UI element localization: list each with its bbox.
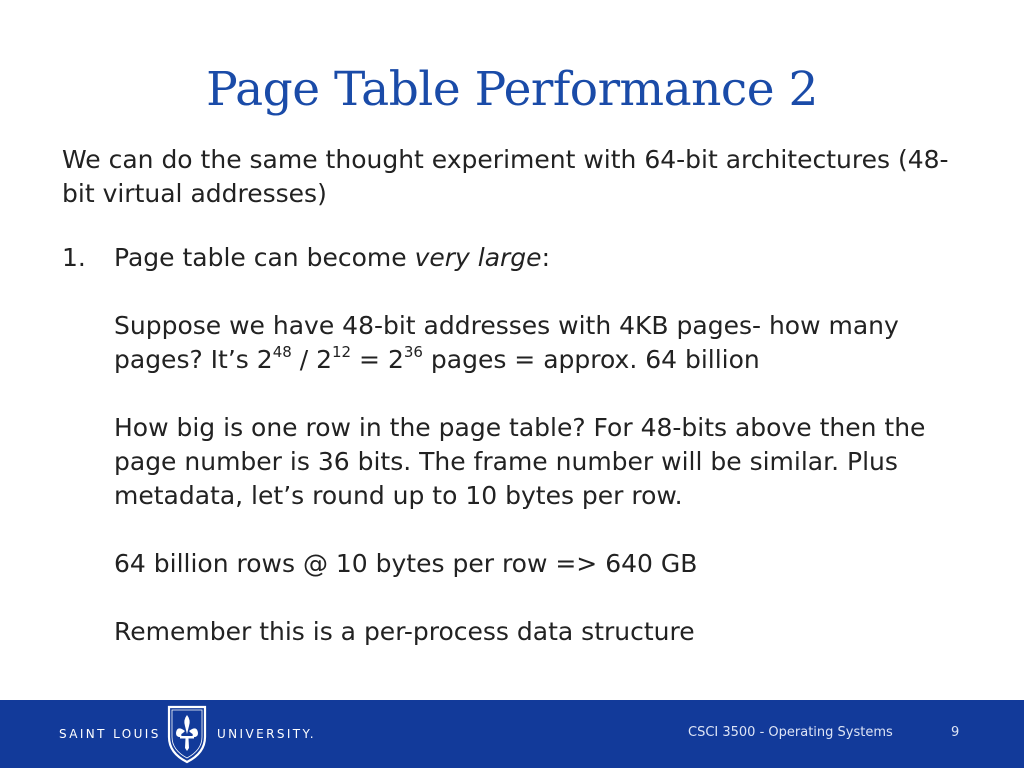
list-item <box>62 241 962 649</box>
calc-text-c: = 2 <box>351 345 404 374</box>
slide-body <box>62 143 962 649</box>
exponent-12: 12 <box>332 342 352 361</box>
fleur-de-lis-shield-icon <box>166 703 208 765</box>
brand-text-left: SAINT LOUIS <box>59 727 161 741</box>
exponent-48: 48 <box>272 342 292 361</box>
numbered-list <box>62 241 962 649</box>
page-number: 9 <box>951 725 960 740</box>
pages-calculation-paragraph <box>114 309 962 377</box>
brand-text-right: UNIVERSITY. <box>217 727 317 741</box>
total-size-paragraph: 64 billion rows @ 10 bytes per row => 640 GB <box>114 549 698 578</box>
intro-paragraph: We can do the same thought experiment with 64-bit architectures (48-bit virtual addresses) <box>62 145 949 208</box>
lead-tail: : <box>541 243 550 272</box>
exponent-36: 36 <box>403 342 423 361</box>
per-process-paragraph: Remember this is a per-process data structure <box>114 617 695 646</box>
slide-title: Page Table Performance 2 <box>206 62 818 117</box>
row-size-paragraph: How big is one row in the page table? For 48-bits above then the page number is 36 bits. The frame number will be similar. Plus metadata, let’s round up to 10 bytes per row. <box>114 413 926 510</box>
list-item-lead <box>114 241 962 275</box>
lead-emphasis: very large <box>414 243 542 272</box>
course-label: CSCI 3500 - Operating Systems <box>688 725 893 740</box>
calc-text-b: / 2 <box>291 345 333 374</box>
calc-text-d: pages = approx. 64 billion <box>422 345 760 374</box>
list-item-number: 1. <box>62 243 86 272</box>
list-item-content <box>114 241 962 649</box>
calc-text-a: Suppose we have 48-bit addresses with 4KB pages- how many pages? It’s 2 <box>114 311 899 374</box>
lead-text: Page table can become <box>114 243 415 272</box>
